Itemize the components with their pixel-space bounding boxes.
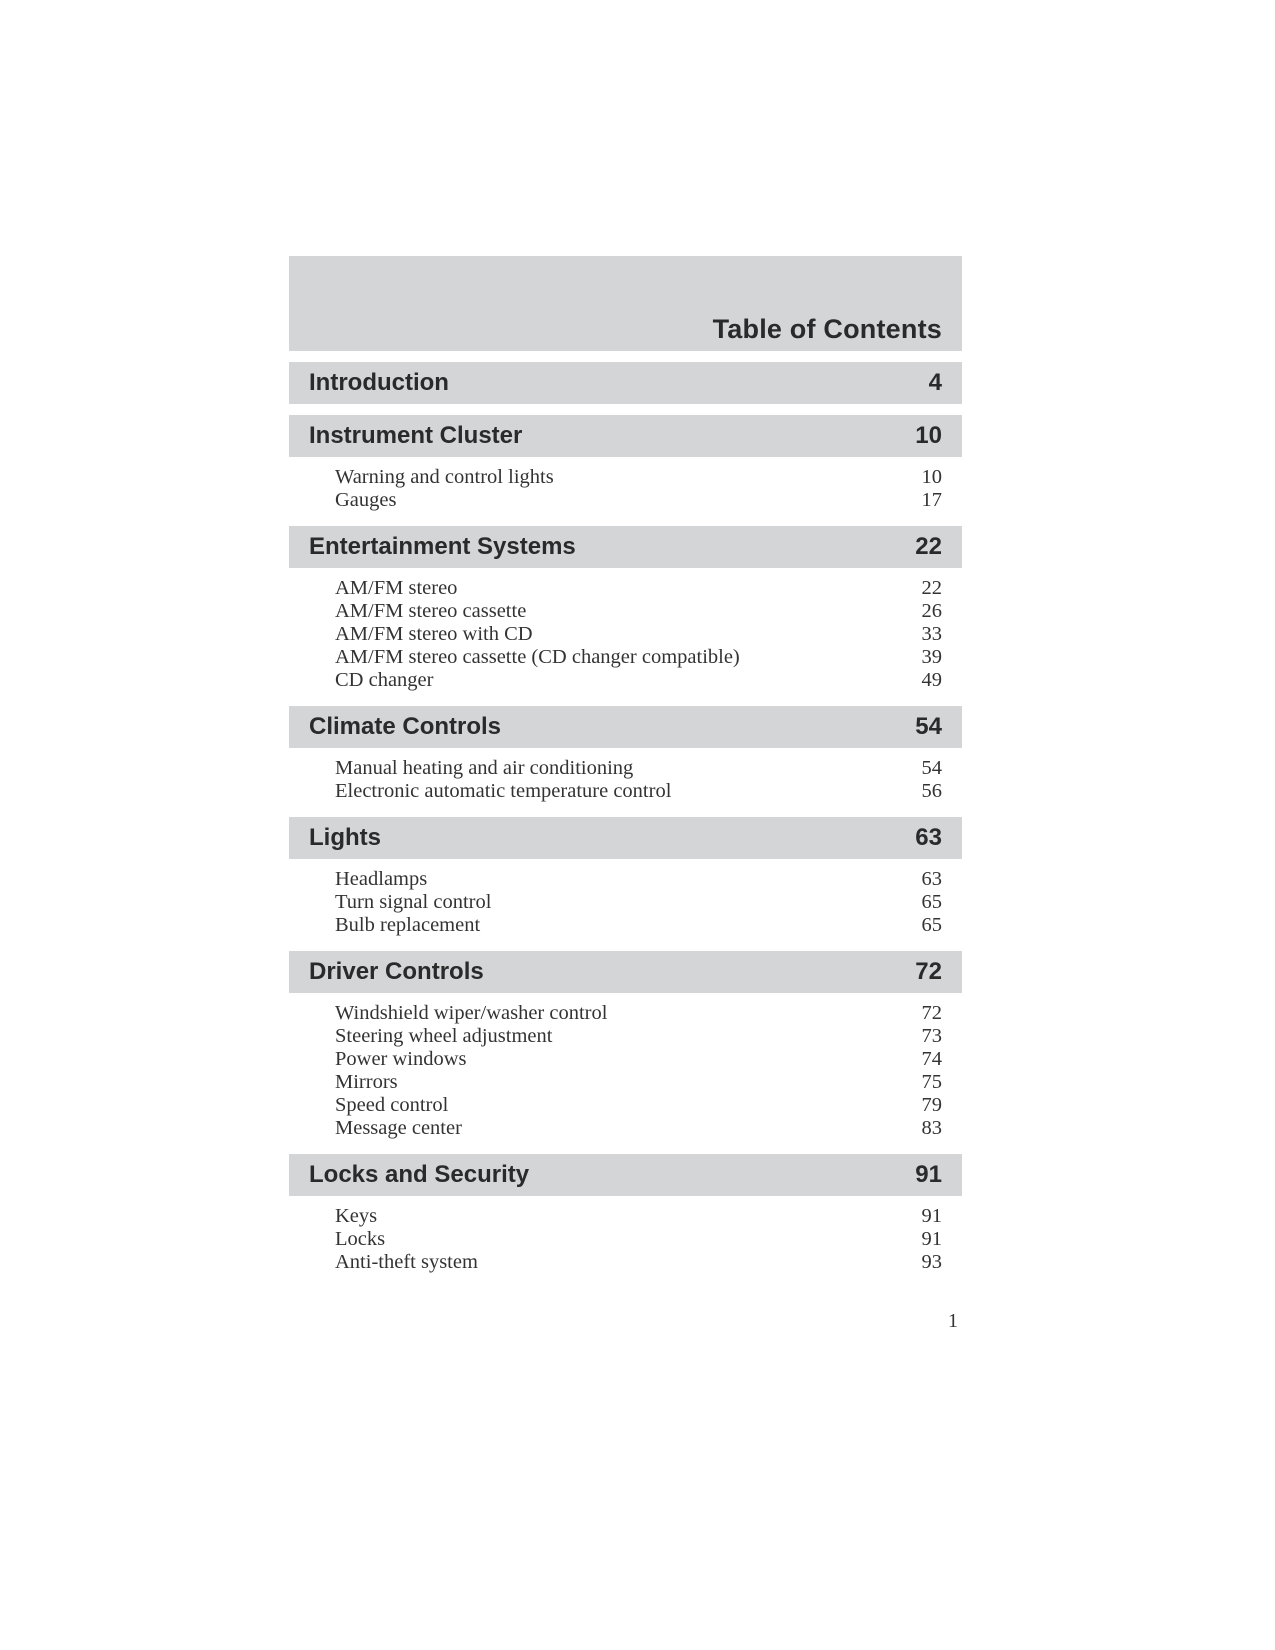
toc-entry[interactable]	[335, 868, 942, 891]
entry-label: Message center	[335, 1117, 462, 1139]
entry-label: CD changer	[335, 669, 434, 691]
section-page-number: 54	[915, 713, 942, 740]
entry-page-number: 79	[921, 1094, 942, 1116]
section-title: Climate Controls	[309, 713, 502, 740]
entry-page-number: 72	[921, 1002, 942, 1024]
section-heading[interactable]	[289, 1154, 962, 1196]
table-of-contents	[289, 256, 962, 1277]
section-heading[interactable]	[289, 362, 962, 404]
entry-label: Bulb replacement	[335, 914, 481, 936]
toc-header-band	[289, 256, 962, 351]
entry-page-number: 74	[921, 1048, 942, 1070]
section-page-number: 91	[915, 1161, 942, 1188]
section-heading[interactable]	[289, 951, 962, 993]
entry-label: Warning and control lights	[335, 466, 554, 488]
section-title: Introduction	[309, 369, 449, 396]
section-heading[interactable]	[289, 817, 962, 859]
section-title: Instrument Cluster	[309, 422, 523, 449]
entry-page-number: 54	[921, 757, 942, 779]
section-heading[interactable]	[289, 526, 962, 568]
entry-page-number: 65	[921, 891, 942, 913]
entry-page-number: 75	[921, 1071, 942, 1093]
toc-section	[289, 415, 962, 515]
toc-entry[interactable]	[335, 780, 942, 803]
page-title: Table of Contents	[712, 314, 942, 344]
entry-label: Gauges	[335, 489, 397, 511]
toc-section	[289, 1154, 962, 1277]
entry-page-number: 17	[921, 489, 942, 511]
entry-label: Steering wheel adjustment	[335, 1025, 553, 1047]
entry-list	[289, 859, 962, 940]
toc-entry[interactable]	[335, 1025, 942, 1048]
toc-entry[interactable]	[335, 489, 942, 512]
section-page-number: 72	[915, 958, 942, 985]
entry-page-number: 26	[921, 600, 942, 622]
entry-page-number: 93	[921, 1251, 942, 1273]
toc-entry[interactable]	[335, 1094, 942, 1117]
entry-page-number: 39	[921, 646, 942, 668]
entry-label: AM/FM stereo	[335, 577, 458, 599]
entry-label: Manual heating and air conditioning	[335, 757, 634, 779]
entry-list	[289, 993, 962, 1143]
entry-label: Mirrors	[335, 1071, 398, 1093]
entry-label: Locks	[335, 1228, 386, 1250]
toc-section	[289, 817, 962, 940]
entry-list	[289, 457, 962, 515]
entry-label: Turn signal control	[335, 891, 492, 913]
section-heading[interactable]	[289, 415, 962, 457]
entry-label: Anti-theft system	[335, 1251, 478, 1273]
toc-section	[289, 362, 962, 404]
page-number: 1	[948, 1310, 958, 1332]
toc-entry[interactable]	[335, 1002, 942, 1025]
entry-page-number: 22	[921, 577, 942, 599]
section-title: Driver Controls	[309, 958, 484, 985]
entry-label: AM/FM stereo with CD	[335, 623, 533, 645]
entry-page-number: 91	[921, 1205, 942, 1227]
section-page-number: 4	[928, 369, 942, 396]
toc-entry[interactable]	[335, 646, 942, 669]
entry-label: Windshield wiper/washer control	[335, 1002, 608, 1024]
toc-entry[interactable]	[335, 466, 942, 489]
entry-label: AM/FM stereo cassette (CD changer compatible)	[335, 646, 740, 668]
toc-entry[interactable]	[335, 1071, 942, 1094]
toc-entry[interactable]	[335, 914, 942, 937]
entry-label: Speed control	[335, 1094, 449, 1116]
toc-entry[interactable]	[335, 577, 942, 600]
toc-entry[interactable]	[335, 669, 942, 692]
section-page-number: 22	[915, 533, 942, 560]
toc-entry[interactable]	[335, 1048, 942, 1071]
section-title: Locks and Security	[309, 1161, 530, 1188]
toc-entry[interactable]	[335, 757, 942, 780]
toc-section	[289, 951, 962, 1143]
toc-entry[interactable]	[335, 623, 942, 646]
entry-label: Electronic automatic temperature control	[335, 780, 672, 802]
toc-entry[interactable]	[335, 600, 942, 623]
entry-label: Headlamps	[335, 868, 428, 890]
section-page-number: 63	[915, 824, 942, 851]
entry-label: Keys	[335, 1205, 378, 1227]
toc-entry[interactable]	[335, 891, 942, 914]
entry-page-number: 73	[921, 1025, 942, 1047]
toc-entry[interactable]	[335, 1251, 942, 1274]
toc-entry[interactable]	[335, 1117, 942, 1140]
entry-page-number: 56	[921, 780, 942, 802]
toc-entry[interactable]	[335, 1228, 942, 1251]
toc-entry[interactable]	[335, 1205, 942, 1228]
section-heading[interactable]	[289, 706, 962, 748]
toc-section	[289, 706, 962, 806]
entry-page-number: 65	[921, 914, 942, 936]
entry-page-number: 63	[921, 868, 942, 890]
entry-page-number: 91	[921, 1228, 942, 1250]
entry-label: AM/FM stereo cassette	[335, 600, 527, 622]
entry-page-number: 49	[921, 669, 942, 691]
section-title: Lights	[309, 824, 381, 851]
section-title: Entertainment Systems	[309, 533, 576, 560]
entry-page-number: 83	[921, 1117, 942, 1139]
section-page-number: 10	[915, 422, 942, 449]
entry-list	[289, 568, 962, 695]
entry-list	[289, 1196, 962, 1277]
entry-page-number: 10	[921, 466, 942, 488]
toc-sections	[289, 362, 962, 1277]
entry-label: Power windows	[335, 1048, 467, 1070]
entry-page-number: 33	[921, 623, 942, 645]
entry-list	[289, 748, 962, 806]
toc-section	[289, 526, 962, 695]
